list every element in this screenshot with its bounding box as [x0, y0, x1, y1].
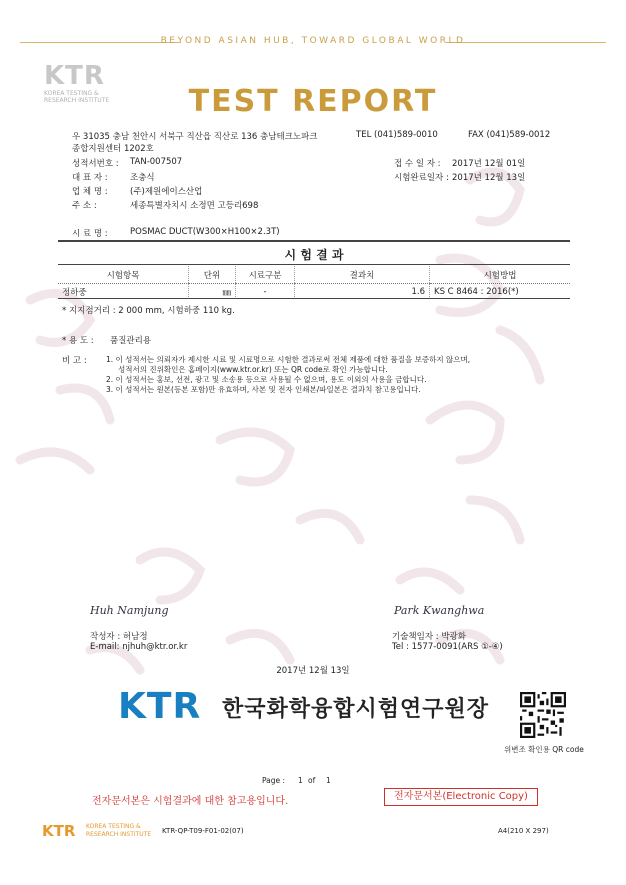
results-heading: 시 험 결 과 [284, 248, 344, 262]
sample: POSMAC DUCT(W300×H100×2.3T) [130, 227, 280, 237]
issue-date: 2017년 12월 13일 [276, 666, 350, 676]
author-email: E-mail: njhuh@ktr.or.kr [90, 642, 188, 652]
results-header-row [58, 266, 570, 284]
address-line2: 종합지원센터 1202호 [72, 144, 154, 154]
remarks-label: 비 고 : [62, 356, 87, 366]
author-role: 작성자 : 허남정 [90, 632, 148, 642]
col-item: 시험항목 [58, 266, 189, 284]
rep: 조충식 [130, 173, 155, 183]
table-row [58, 284, 570, 300]
report-no-label: 성적서번호 : [72, 159, 119, 169]
institute-name: 한국화학융합시험연구원장 [222, 697, 490, 722]
col-method: 시험방법 [430, 266, 571, 284]
completed-label: 시험완료일자 : [394, 173, 449, 183]
completed: 2017년 12월 13일 [452, 173, 526, 183]
received: 2017년 12월 01일 [452, 159, 526, 169]
paper-size: A4(210 X 297) [498, 827, 549, 835]
results-heading-rule [58, 264, 570, 265]
company: (주)제원에이스산업 [130, 187, 203, 197]
page-title: TEST REPORT [188, 84, 438, 119]
electronic-copy-stamp [384, 788, 538, 806]
page-of: of [308, 776, 316, 785]
ktr-logo-sub2: RESEARCH INSTITUTE [44, 97, 110, 104]
ktr-logo-sub1: KOREA TESTING & [44, 90, 99, 97]
remark-1b: 성적서의 진위확인은 홈페이지(www.ktr.or.kr) 또는 QR code로 확인 가능합니다. [118, 365, 388, 374]
cell-unit: ㎜ [189, 284, 236, 300]
electronic-notice: 전자문서본은 시험결과에 대한 참고용입니다. [92, 796, 289, 807]
rep-label: 대 표 자 : [72, 173, 108, 183]
cell-value: 1.6 [295, 284, 430, 300]
address-line1: 우 31035 충남 천안시 서북구 직산읍 직산로 136 충남테크노파크 [72, 132, 318, 142]
page-total: 1 [326, 776, 331, 785]
addr-label: 주 소 : [72, 201, 97, 211]
addr: 세종특별자치시 소정면 고등리698 [130, 201, 259, 211]
bottom-logo: KTR [42, 822, 76, 840]
received-label: 접 수 일 자 : [394, 159, 441, 169]
remark-1: 1. 이 성적서는 의뢰자가 제시한 시료 및 시료명으로 시험한 결과로써 전체 제품에 대한 품질을 보증하지 않으며, [106, 355, 471, 364]
results-footnote: * 지지점거리 : 2 000 mm, 시험하중 110 kg. [62, 306, 235, 316]
tech-manager-tel: Tel : 1577-0091(ARS ①-④) [392, 642, 503, 652]
page-label: Page : [262, 776, 286, 785]
remark-2: 2. 이 성적서는 홍보, 선전, 광고 및 소송용 등으로 사용될 수 없으며, 용도 이외의 사용을 금합니다. [106, 375, 427, 384]
signature-right: Park Kwanghwa [394, 604, 485, 617]
bottom-logo-sub1: KOREA TESTING & [86, 823, 141, 830]
form-number: KTR-QP-T09-F01-02(07) [162, 827, 244, 835]
qr-caption: 위변조 확인용 QR code [504, 745, 584, 754]
page-current: 1 [298, 776, 303, 785]
cell-method: KS C 8464 : 2016(*) [430, 284, 571, 300]
results-bottom-rule [58, 298, 570, 299]
results-top-rule [58, 240, 570, 242]
ktr-main-logo: KTR [118, 686, 202, 727]
qr-code-icon[interactable] [520, 692, 566, 738]
col-unit: 단위 [189, 266, 236, 284]
company-label: 업 체 명 : [72, 187, 108, 197]
tech-manager-role: 기술책임자 : 박광화 [392, 632, 466, 642]
cell-sample: - [236, 284, 295, 300]
results-table [58, 266, 570, 299]
cell-item: 정하중 [62, 287, 87, 298]
fax: FAX (041)589-0012 [468, 130, 551, 140]
signature-left: Huh Namjung [90, 604, 169, 617]
remark-3: 3. 이 성적서는 원본(등본 포함)만 유효하며, 사본 및 전자 인쇄본/파일본은 결과치 참고용입니다. [106, 385, 421, 394]
electronic-copy-label: 전자문서본(Electronic Copy) [394, 791, 528, 802]
col-sample: 시료구분 [236, 266, 295, 284]
tagline: BEYOND ASIAN HUB, TOWARD GLOBAL WORLD [160, 36, 466, 46]
purpose-label: * 용 도 : [62, 336, 94, 346]
purpose: 품질관리용 [110, 336, 152, 346]
col-value: 결과치 [295, 266, 430, 284]
bottom-logo-sub2: RESEARCH INSTITUTE [86, 831, 152, 838]
tel: TEL (041)589-0010 [356, 130, 438, 140]
sample-label: 시 료 명 : [72, 229, 108, 239]
report-no: TAN-007507 [130, 157, 183, 167]
ktr-logo-mark: KTR [44, 61, 105, 91]
